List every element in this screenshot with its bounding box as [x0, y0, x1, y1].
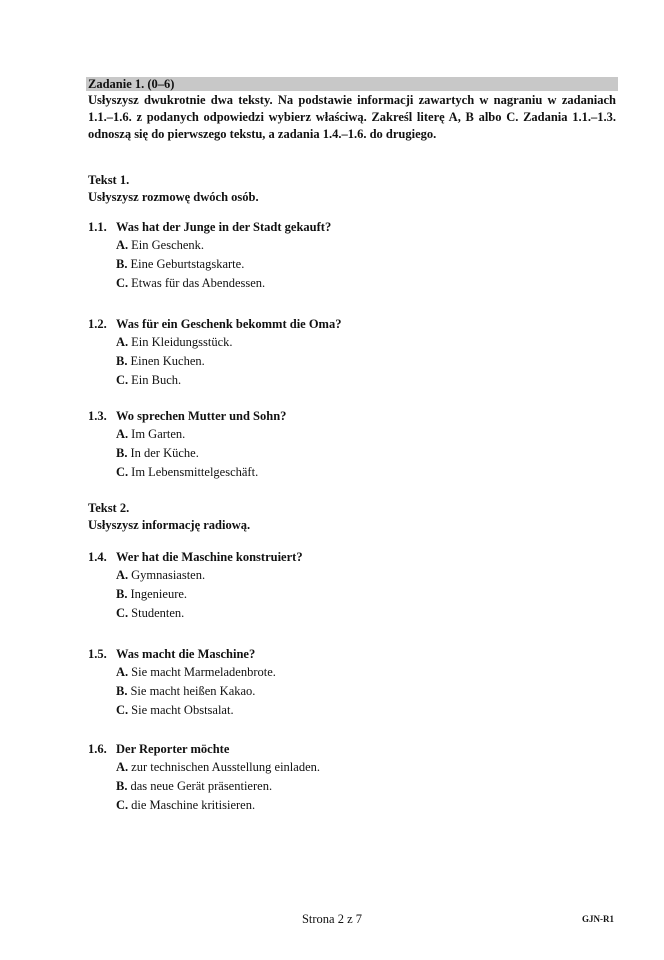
option-letter: A.	[116, 665, 129, 679]
option-letter: B.	[116, 587, 128, 601]
task-title: Zadanie 1. (0–6)	[86, 77, 618, 91]
answer-options	[116, 333, 608, 390]
option-text: Ingenieure.	[130, 587, 188, 601]
question-number: 1.4.	[88, 550, 107, 564]
text1-description: Usłyszysz rozmowę dwóch osób.	[88, 190, 259, 204]
answer-option-b[interactable]	[116, 255, 608, 274]
answer-options	[116, 758, 608, 815]
option-letter: C.	[116, 606, 129, 620]
option-letter: A.	[116, 238, 129, 252]
answer-option-b[interactable]	[116, 682, 608, 701]
text2-block	[88, 500, 250, 534]
option-letter: C.	[116, 465, 129, 479]
option-letter: C.	[116, 798, 129, 812]
question-1-3	[88, 407, 608, 482]
option-text: Sie macht Marmeladenbrote.	[131, 665, 276, 679]
option-text: Im Lebensmittelgeschäft.	[131, 465, 259, 479]
option-text: Ein Buch.	[131, 373, 182, 387]
option-letter: C.	[116, 276, 129, 290]
text1-block	[88, 172, 259, 206]
answer-option-b[interactable]	[116, 444, 608, 463]
question-text: Wer hat die Maschine konstruiert?	[116, 550, 303, 564]
question-title	[88, 218, 608, 236]
question-1-2	[88, 315, 608, 390]
option-text: das neue Gerät präsentieren.	[130, 779, 273, 793]
option-text: Einen Kuchen.	[130, 354, 205, 368]
option-letter: B.	[116, 257, 128, 271]
option-text: Etwas für das Abendessen.	[131, 276, 266, 290]
answer-options	[116, 663, 608, 720]
option-text: die Maschine kritisieren.	[131, 798, 256, 812]
option-letter: A.	[116, 427, 129, 441]
question-text: Was macht die Maschine?	[116, 647, 256, 661]
answer-option-b[interactable]	[116, 777, 608, 796]
answer-options	[116, 425, 608, 482]
option-text: zur technischen Ausstellung einladen.	[131, 760, 320, 774]
answer-option-c[interactable]	[116, 796, 608, 815]
question-1-5	[88, 645, 608, 720]
option-text: Eine Geburtstagskarte.	[130, 257, 245, 271]
answer-option-b[interactable]	[116, 585, 608, 604]
option-text: Im Garten.	[131, 427, 186, 441]
question-title	[88, 315, 608, 333]
option-text: Studenten.	[131, 606, 185, 620]
option-letter: C.	[116, 373, 129, 387]
answer-option-a[interactable]	[116, 425, 608, 444]
question-title	[88, 740, 608, 758]
option-letter: B.	[116, 446, 128, 460]
answer-option-c[interactable]	[116, 371, 608, 390]
answer-option-a[interactable]	[116, 566, 608, 585]
question-title	[88, 548, 608, 566]
text2-label: Tekst 2.	[88, 501, 130, 515]
question-1-6	[88, 740, 608, 815]
option-letter: A.	[116, 760, 129, 774]
task-instructions: Usłyszysz dwukrotnie dwa teksty. Na podstawie informacji zawartych w nagraniu w zadaniach 1.1.–1.6. z podanych odpowiedzi wybierz właściwą. Zakreśl literę A, B albo C. Zadania 1.1.–1.3. odnoszą się do pierwszego tekstu, a zadania 1.4.–1.6. do drugiego.	[88, 93, 616, 141]
question-number: 1.2.	[88, 317, 107, 331]
option-letter: B.	[116, 354, 128, 368]
question-number: 1.5.	[88, 647, 107, 661]
option-letter: B.	[116, 779, 128, 793]
question-text: Was hat der Junge in der Stadt gekauft?	[116, 220, 332, 234]
option-letter: C.	[116, 703, 129, 717]
answer-option-c[interactable]	[116, 463, 608, 482]
answer-option-c[interactable]	[116, 604, 608, 623]
option-letter: B.	[116, 684, 128, 698]
question-text: Was für ein Geschenk bekommt die Oma?	[116, 317, 342, 331]
option-text: Gymnasiasten.	[131, 568, 206, 582]
answer-option-c[interactable]	[116, 274, 608, 293]
question-title	[88, 645, 608, 663]
answer-option-a[interactable]	[116, 663, 608, 682]
option-text: Ein Geschenk.	[131, 238, 205, 252]
answer-option-a[interactable]	[116, 236, 608, 255]
option-text: Sie macht heißen Kakao.	[130, 684, 256, 698]
question-1-1	[88, 218, 608, 293]
question-number: 1.6.	[88, 742, 107, 756]
text2-description: Usłyszysz informację radiową.	[88, 518, 251, 532]
question-number: 1.1.	[88, 220, 107, 234]
document-code: GJN-R1	[582, 914, 614, 924]
answer-option-c[interactable]	[116, 701, 608, 720]
answer-option-a[interactable]	[116, 758, 608, 777]
question-text: Der Reporter möchte	[116, 742, 230, 756]
option-text: Sie macht Obstsalat.	[131, 703, 234, 717]
answer-options	[116, 236, 608, 293]
answer-option-b[interactable]	[116, 352, 608, 371]
option-text: In der Küche.	[130, 446, 199, 460]
answer-options	[116, 566, 608, 623]
question-title	[88, 407, 608, 425]
text1-label: Tekst 1.	[88, 173, 130, 187]
question-number: 1.3.	[88, 409, 107, 423]
answer-option-a[interactable]	[116, 333, 608, 352]
question-text: Wo sprechen Mutter und Sohn?	[116, 409, 287, 423]
page-number: Strona 2 z 7	[301, 912, 363, 926]
option-text: Ein Kleidungsstück.	[131, 335, 233, 349]
option-letter: A.	[116, 568, 129, 582]
question-1-4	[88, 548, 608, 623]
option-letter: A.	[116, 335, 129, 349]
